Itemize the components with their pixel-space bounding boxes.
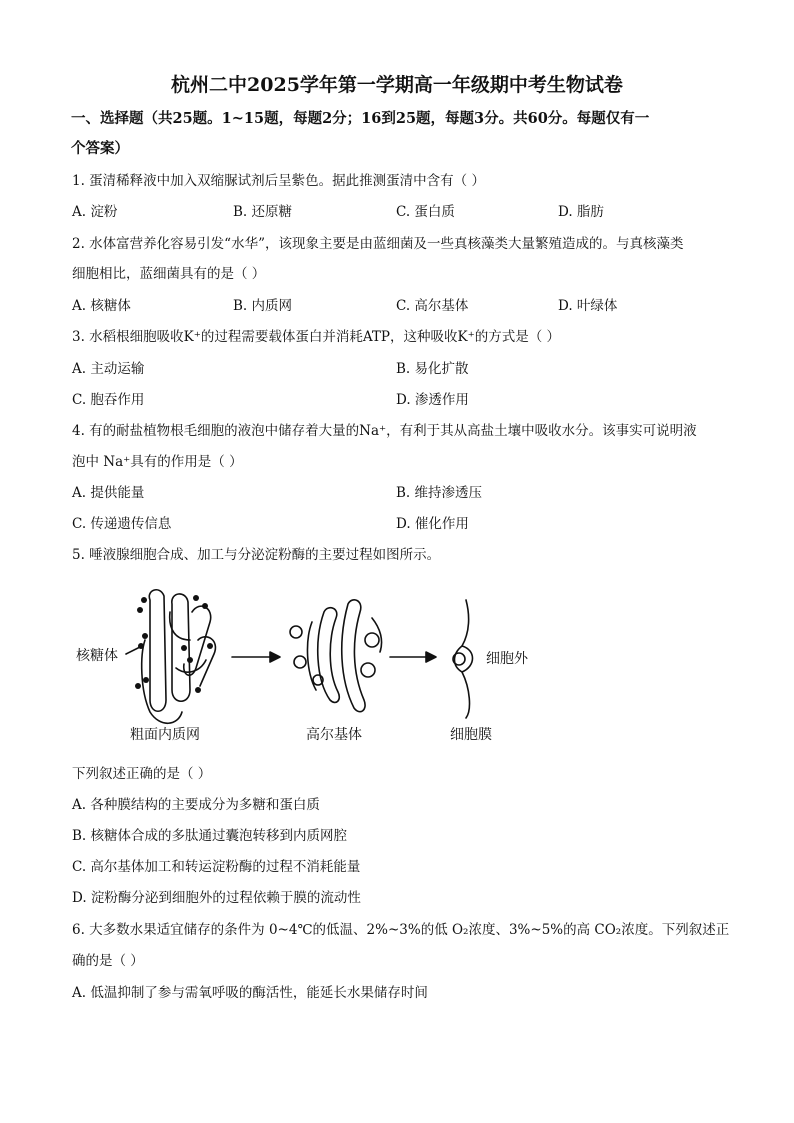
section-heading-line-2: 个答案）	[71, 140, 129, 157]
question-2-stem-line-2: 细胞相比，蓝细菌具有的是（ ）	[72, 266, 266, 282]
question-3-stem: 3. 水稻根细胞吸收K⁺的过程需要载体蛋白并消耗ATP，这种吸收K⁺的方式是（ ）	[72, 329, 560, 345]
section-heading-line-1: 一、选择题（共25题。1~15题，每题2分；16到25题，每题3分。共60分。每题仅有一	[71, 110, 650, 127]
question-2-option-c: C. 高尔基体	[396, 298, 469, 314]
question-1-option-d: D. 脂肪	[558, 204, 604, 220]
question-1-option-b: B. 还原糖	[233, 204, 293, 220]
label-cell-membrane: 细胞膜	[450, 727, 492, 743]
question-5-stem: 5. 唾液腺细胞合成、加工与分泌淀粉酶的主要过程如图所示。	[72, 547, 441, 563]
label-ribosome: 核糖体	[76, 648, 118, 664]
question-5-option-a: A. 各种膜结构的主要成分为多糖和蛋白质	[72, 797, 320, 813]
question-5-option-d: D. 淀粉酶分泌到细胞外的过程依赖于膜的流动性	[72, 890, 361, 906]
question-2-option-b: B. 内质网	[233, 298, 293, 314]
question-6-option-a: A. 低温抑制了参与需氧呼吸的酶活性，能延长水果储存时间	[72, 985, 428, 1001]
question-4-option-a: A. 提供能量	[72, 485, 145, 501]
cell-membrane-drawing	[453, 600, 473, 718]
question-4-stem-line-2: 泡中 Na⁺具有的作用是（ ）	[72, 454, 243, 470]
question-3-option-b: B. 易化扩散	[396, 361, 469, 377]
question-3-option-a: A. 主动运输	[72, 361, 145, 377]
golgi-drawing	[290, 600, 382, 712]
label-golgi: 高尔基体	[306, 727, 362, 743]
question-2-option-d: D. 叶绿体	[558, 298, 618, 314]
question-4-option-d: D. 催化作用	[396, 516, 469, 532]
question-3-option-d: D. 渗透作用	[396, 392, 469, 408]
question-4-stem-line-1: 4. 有的耐盐植物根毛细胞的液泡中储存着大量的Na⁺，有利于其从高盐土壤中吸收水分。该事实可说明液	[72, 423, 697, 439]
label-outside-cell: 细胞外	[486, 651, 528, 667]
question-1-option-c: C. 蛋白质	[396, 204, 455, 220]
question-6-stem-line-1: 6. 大多数水果适宜储存的条件为 0~4℃的低温、2%~3%的低 O₂浓度、3%~5%的高 CO₂浓度。下列叙述正	[72, 922, 730, 938]
question-5-option-c: C. 高尔基体加工和转运淀粉酶的过程不消耗能量	[72, 859, 361, 875]
question-2-stem-line-1: 2. 水体富营养化容易引发“水华”，该现象主要是由蓝细菌及一些真核藻类大量繁殖造成的。与真核藻类	[72, 236, 684, 252]
question-1-stem: 1. 蛋清稀释液中加入双缩脲试剂后呈紫色。据此推测蛋清中含有（ ）	[72, 173, 485, 189]
question-1-option-a: A. 淀粉	[72, 204, 118, 220]
question-5-option-b: B. 核糖体合成的多肽通过囊泡转移到内质网腔	[72, 828, 348, 844]
question-6-stem-line-2: 确的是（ ）	[72, 953, 144, 969]
question-2-option-a: A. 核糖体	[72, 298, 131, 314]
question-4-option-c: C. 传递遗传信息	[72, 516, 172, 532]
rough-er-drawing	[142, 590, 216, 723]
ribosome-dots	[135, 595, 213, 693]
question-4-option-b: B. 维持渗透压	[396, 485, 483, 501]
question-5-prompt: 下列叙述正确的是（ ）	[72, 766, 212, 782]
question-3-option-c: C. 胞吞作用	[72, 392, 145, 408]
label-rough-er: 粗面内质网	[130, 727, 200, 743]
exam-title: 杭州二中2025学年第一学期高一年级期中考生物试卷	[171, 74, 623, 96]
